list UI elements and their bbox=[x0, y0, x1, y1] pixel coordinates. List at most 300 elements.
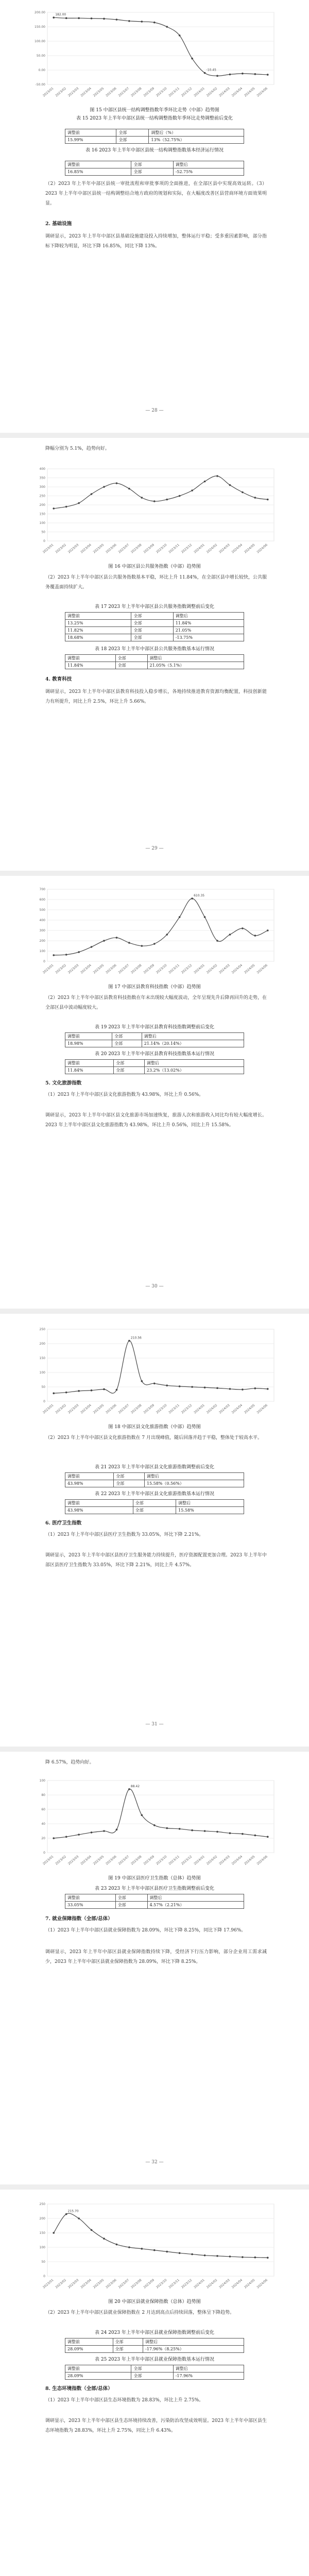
page-break bbox=[0, 2184, 309, 2190]
page-number: — 28 — bbox=[145, 408, 164, 413]
body-paragraph: （2）2023 年上半年中部区县统一审批流程和审批事项的全面推进，在全部区县中实现高效运转。（3）2023 年上半年中部区县统一结构调整结合地方政府的规划和实际，在大幅度改善区县营商环境方面效果明显。 bbox=[45, 181, 267, 206]
y-tick-label: 100 bbox=[39, 950, 45, 953]
data-point bbox=[153, 1824, 156, 1826]
x-tick-label: 2023/01 bbox=[42, 87, 55, 98]
x-tick-label: 2023/04 bbox=[80, 543, 92, 554]
table-cell: 全部 bbox=[131, 2365, 173, 2372]
data-point bbox=[128, 2246, 130, 2248]
table-row bbox=[65, 2346, 244, 2353]
x-tick-label: 2023/11 bbox=[168, 87, 180, 98]
data-point bbox=[254, 73, 256, 75]
x-tick-label: 2023/09 bbox=[143, 1855, 156, 1866]
x-tick-label: 2023/09 bbox=[143, 543, 156, 554]
x-tick-label: 2023/02 bbox=[55, 87, 67, 98]
x-tick-label: 2024/04 bbox=[231, 1855, 244, 1866]
trend-chart-4 bbox=[30, 1324, 279, 1419]
data-point bbox=[216, 940, 218, 942]
y-tick-label: 150.00 bbox=[35, 25, 45, 29]
data-point bbox=[229, 484, 231, 486]
x-tick-label: 2023/08 bbox=[130, 87, 143, 98]
x-tick-label: 2024/05 bbox=[244, 1403, 256, 1415]
data-point bbox=[53, 954, 55, 956]
table-cell: 全部 bbox=[131, 168, 173, 176]
x-tick-label: 2023/08 bbox=[130, 543, 143, 554]
table-caption: 表 17 2023 年上半年中部区县公共服务指数调整前后变化 bbox=[95, 604, 214, 609]
table-cell: 调整前 bbox=[65, 613, 131, 620]
table-cell: 全部 bbox=[114, 1473, 145, 1480]
section-heading: 6. 医疗卫生指数 bbox=[45, 1520, 82, 1526]
x-tick-label: 2023/02 bbox=[55, 1855, 67, 1866]
data-point bbox=[254, 497, 256, 499]
x-tick-label: 2023/05 bbox=[92, 543, 105, 554]
data-point bbox=[128, 20, 130, 22]
x-tick-label: 2023/07 bbox=[117, 1855, 130, 1866]
table-cell: 15.99% bbox=[65, 137, 116, 144]
data-point bbox=[78, 1390, 80, 1392]
data-point bbox=[141, 1814, 143, 1816]
x-tick-label: 2023/05 bbox=[92, 1855, 105, 1866]
table-cell: 13%（52.75%） bbox=[149, 137, 244, 144]
x-tick-label: 2023/12 bbox=[180, 1855, 193, 1866]
data-label: 182.00 bbox=[55, 13, 66, 17]
table-cell: 调整后 bbox=[144, 1473, 244, 1480]
table-caption: 表 22 2023 年上半年中部区县文化旅游指数基本运行情况 bbox=[95, 1492, 214, 1497]
table-cell: 全部 bbox=[116, 137, 149, 144]
body-paragraph: （2）2023 年上半年中部区县文化旅游指数在 7 月出现峰值，随后回落并趋于平稳，整体处于较高水平。 bbox=[45, 1435, 262, 1440]
data-point bbox=[267, 929, 269, 931]
x-tick-label: 2024/01 bbox=[193, 543, 205, 554]
y-tick-label: 300 bbox=[39, 929, 45, 933]
x-tick-label: 2023/12 bbox=[180, 543, 193, 554]
x-tick-label: 2024/03 bbox=[218, 1403, 231, 1415]
x-tick-label: 2023/03 bbox=[67, 2278, 80, 2290]
x-tick-label: 2024/05 bbox=[244, 963, 256, 975]
x-tick-label: 2024/01 bbox=[193, 1855, 205, 1866]
data-point bbox=[229, 2256, 231, 2258]
x-tick-label: 2023/12 bbox=[180, 1403, 193, 1415]
trend-chart-2 bbox=[30, 464, 279, 558]
x-tick-label: 2023/01 bbox=[42, 1855, 55, 1866]
y-tick-label: 150 bbox=[39, 2231, 45, 2235]
data-point bbox=[103, 18, 105, 20]
data-point bbox=[166, 934, 168, 936]
table-caption: 表 19 2023 年上半年中部区县教育科技指数调整前后变化 bbox=[95, 1025, 214, 1030]
page-number: — 31 — bbox=[145, 1722, 164, 1727]
table-caption: 表 20 2023 年上半年中部区县教育科技指数基本运行情况 bbox=[95, 1052, 214, 1057]
data-point bbox=[103, 940, 105, 942]
x-tick-label: 2024/01 bbox=[193, 1403, 205, 1415]
y-tick-label: 400 bbox=[39, 919, 45, 922]
data-point bbox=[191, 2253, 193, 2256]
table-row bbox=[65, 662, 244, 669]
data-point bbox=[179, 495, 181, 497]
table-cell: 15.58%（0.56%） bbox=[144, 1480, 244, 1487]
data-point bbox=[179, 35, 181, 37]
table-cell: 11.82% bbox=[65, 627, 131, 634]
table-cell: 调整前 bbox=[65, 1473, 114, 1480]
data-table bbox=[65, 612, 244, 641]
page-number: — 32 — bbox=[145, 2160, 164, 2165]
x-tick-label: 2023/11 bbox=[168, 2278, 180, 2290]
data-point bbox=[53, 2232, 55, 2234]
table-cell: 11.84% bbox=[173, 620, 244, 627]
x-tick-label: 2024/01 bbox=[193, 963, 205, 975]
body-paragraph: （1）2023 年上半年中部区县医疗卫生指数为 33.05%，环比下降 2.21%。 bbox=[45, 1532, 204, 1537]
x-tick-label: 2023/12 bbox=[180, 963, 193, 975]
page-break bbox=[0, 1747, 309, 1752]
y-tick-label: 100.00 bbox=[35, 40, 45, 43]
table-row bbox=[65, 1040, 244, 1047]
table-cell: 调整前 bbox=[65, 1894, 116, 1902]
data-point bbox=[166, 2251, 168, 2253]
table-cell: 全部 bbox=[115, 1894, 147, 1902]
table-cell: 调整前 bbox=[65, 1500, 133, 1507]
section-heading: 5. 文化旅游指数 bbox=[45, 1080, 82, 1086]
table-cell: 调整后 bbox=[143, 2338, 244, 2346]
data-point bbox=[204, 1386, 206, 1388]
x-tick-label: 2023/09 bbox=[143, 963, 156, 975]
x-tick-label: 2024/05 bbox=[244, 543, 256, 554]
plot-area bbox=[47, 889, 274, 961]
table-cell: 调整前 bbox=[65, 2338, 113, 2346]
table-caption: 表 23 2023 年上半年中部区县医疗卫生指数调整前后变化 bbox=[95, 1886, 214, 1891]
y-tick-label: 300 bbox=[39, 485, 45, 489]
table-cell: 18.98% bbox=[65, 1040, 112, 1047]
data-point bbox=[65, 1836, 67, 1838]
data-point bbox=[191, 489, 193, 492]
table-cell: -13.75% bbox=[173, 634, 244, 641]
table-cell: 调整后 bbox=[176, 1500, 244, 1507]
x-tick-label: 2023/04 bbox=[80, 963, 92, 975]
page-break bbox=[0, 1309, 309, 1314]
x-tick-label: 2023/10 bbox=[155, 2278, 168, 2290]
table-cell: 全部 bbox=[114, 1060, 145, 1067]
data-point bbox=[254, 2257, 256, 2259]
data-point bbox=[91, 1389, 93, 1392]
y-tick-label: 200 bbox=[39, 2217, 45, 2221]
table-row bbox=[65, 137, 244, 144]
data-point bbox=[91, 18, 93, 20]
data-point bbox=[103, 486, 105, 488]
table-cell: 全部 bbox=[131, 2372, 173, 2380]
x-tick-label: 2024/03 bbox=[218, 2278, 231, 2290]
x-tick-label: 2024/04 bbox=[231, 1403, 244, 1415]
table-cell: 43.98% bbox=[65, 1507, 133, 1514]
data-point bbox=[242, 492, 244, 494]
data-point bbox=[242, 1388, 244, 1391]
data-table bbox=[65, 1472, 244, 1487]
data-point bbox=[191, 1386, 193, 1388]
x-tick-label: 2023/08 bbox=[130, 1403, 143, 1415]
figure-caption: 图 18 中部区县文化旅游指数（中部）趋势图 bbox=[108, 1425, 201, 1430]
page-number: — 29 — bbox=[145, 846, 164, 851]
y-tick-label: 500 bbox=[39, 908, 45, 912]
x-tick-label: 2023/01 bbox=[42, 2278, 55, 2290]
y-tick-label: 700 bbox=[39, 888, 45, 891]
x-tick-label: 2023/07 bbox=[117, 87, 130, 98]
data-label: -10.45 bbox=[206, 68, 216, 72]
table-row bbox=[65, 655, 244, 662]
x-tick-label: 2023/07 bbox=[117, 543, 130, 554]
data-table bbox=[65, 1032, 244, 1047]
data-point bbox=[141, 1380, 143, 1382]
x-tick-label: 2024/01 bbox=[193, 2278, 205, 2290]
y-tick-label: 50 bbox=[41, 530, 45, 534]
x-tick-label: 2024/06 bbox=[256, 1855, 269, 1866]
data-table bbox=[65, 129, 244, 144]
table-caption: 表 16 2023 年上半年中部区县统一结构调整指数基本经济运行情况 bbox=[85, 148, 224, 153]
section-heading: 4. 教育科技 bbox=[45, 676, 72, 682]
data-point bbox=[153, 22, 156, 24]
table-row bbox=[65, 1894, 244, 1902]
table-cell: 全部 bbox=[131, 613, 173, 620]
x-tick-label: 2023/05 bbox=[92, 963, 105, 975]
table-cell: 全部 bbox=[114, 1067, 145, 1074]
x-tick-label: 2023/07 bbox=[117, 963, 130, 975]
table-cell: -17.96%（8.25%） bbox=[143, 2346, 244, 2353]
body-paragraph: （2）2023 年上半年中部区县公共服务指数基本平稳，环比上升 11.84%，在全部区县中增长较快，公共服务覆盖面持续扩大。 bbox=[45, 575, 267, 590]
data-point bbox=[267, 1836, 269, 1838]
x-tick-label: 2024/02 bbox=[205, 963, 218, 975]
data-table bbox=[65, 2338, 244, 2353]
data-point bbox=[254, 935, 256, 937]
x-tick-label: 2023/05 bbox=[92, 2278, 105, 2290]
y-tick-label: 200.00 bbox=[35, 11, 45, 14]
x-tick-label: 2023/06 bbox=[105, 963, 117, 975]
data-point bbox=[216, 1387, 218, 1389]
body-paragraph: 调研显示，2023 年上半年中部区县生态环境持续改善，污染防治攻坚成效明显。2023 年上半年中部区县生态环境指数为 28.83%，环比上升 2.75%，同比上升 6.43%。 bbox=[45, 2418, 267, 2433]
data-point bbox=[166, 26, 168, 28]
table-row bbox=[65, 627, 244, 634]
data-point bbox=[229, 1388, 231, 1390]
data-point bbox=[204, 1830, 206, 1832]
x-tick-label: 2024/04 bbox=[231, 87, 244, 98]
y-tick-label: 350 bbox=[39, 476, 45, 480]
table-row bbox=[65, 634, 244, 641]
figure-caption: 图 16 中部区县公共服务指数（中部）趋势图 bbox=[108, 564, 201, 569]
y-tick-label: 200 bbox=[39, 1342, 45, 1346]
data-point bbox=[204, 481, 206, 483]
table-cell: 11.84% bbox=[65, 1067, 114, 1074]
table-cell: 调整后 bbox=[147, 1894, 244, 1902]
x-tick-label: 2023/08 bbox=[130, 963, 143, 975]
table-row bbox=[65, 1067, 244, 1074]
data-point bbox=[65, 1392, 67, 1394]
table-cell: 调整后 bbox=[173, 2365, 244, 2372]
table-cell: 11.84% bbox=[65, 662, 116, 669]
body-paragraph: 调研显示，2023 年上半年中部区县教育科技投入稳步增长，各地持续推进教育资源均衡配置，科技创新能力有所提升，同比上升 2.5%，环比上升 5.66%。 bbox=[45, 689, 267, 704]
data-point bbox=[191, 58, 193, 60]
data-point bbox=[166, 499, 168, 501]
x-tick-label: 2023/06 bbox=[105, 543, 117, 554]
table-cell: 调整后 bbox=[142, 1033, 244, 1040]
x-tick-label: 2023/12 bbox=[180, 2278, 193, 2290]
body-paragraph: （1）2023 年上半年中部区县生态环境指数为 28.83%，环比上升 2.75%。 bbox=[45, 2398, 204, 2403]
x-tick-label: 2023/10 bbox=[155, 1403, 168, 1415]
y-tick-label: 50 bbox=[41, 2260, 45, 2264]
data-point bbox=[78, 951, 80, 953]
data-point bbox=[65, 954, 67, 956]
x-tick-label: 2023/11 bbox=[168, 963, 180, 975]
data-point bbox=[267, 2257, 269, 2259]
x-tick-label: 2024/01 bbox=[193, 87, 205, 98]
table-cell: 全部 bbox=[133, 1507, 176, 1514]
x-tick-label: 2023/02 bbox=[55, 963, 67, 975]
x-tick-label: 2023/04 bbox=[80, 2278, 92, 2290]
table-cell: 全部 bbox=[115, 662, 147, 669]
x-tick-label: 2024/02 bbox=[205, 2278, 218, 2290]
plot-area bbox=[47, 1781, 274, 1853]
table-row bbox=[65, 620, 244, 627]
data-point bbox=[116, 482, 118, 484]
x-tick-label: 2023/03 bbox=[67, 543, 80, 554]
table-cell: 21.14%（20.14%） bbox=[142, 1040, 244, 1047]
data-table bbox=[65, 161, 244, 176]
y-tick-label: 0 bbox=[43, 539, 45, 543]
table-row bbox=[65, 2365, 244, 2372]
data-point bbox=[242, 927, 244, 929]
data-table bbox=[65, 654, 244, 669]
table-cell: 全部 bbox=[116, 129, 149, 137]
data-point bbox=[179, 1828, 181, 1830]
data-point bbox=[242, 2256, 244, 2258]
data-point bbox=[116, 19, 118, 21]
data-point bbox=[216, 75, 218, 77]
page-number: — 30 — bbox=[145, 1284, 164, 1289]
y-tick-label: 100 bbox=[39, 2246, 45, 2249]
table-row bbox=[65, 1500, 244, 1507]
data-point bbox=[91, 493, 93, 495]
x-tick-label: 2023/05 bbox=[92, 1403, 105, 1415]
x-tick-label: 2023/05 bbox=[92, 87, 105, 98]
table-caption: 表 21 2023 年上半年中部区县文化旅游指数调整前后变化 bbox=[95, 1465, 214, 1470]
page-break bbox=[0, 871, 309, 876]
x-tick-label: 2023/06 bbox=[105, 1855, 117, 1866]
table-cell: 全部 bbox=[114, 1480, 145, 1487]
data-point bbox=[153, 943, 156, 945]
data-point bbox=[153, 2249, 156, 2251]
data-table bbox=[65, 1894, 244, 1909]
y-tick-label: 50.00 bbox=[36, 54, 45, 58]
x-tick-label: 2024/04 bbox=[231, 2278, 244, 2290]
x-tick-label: 2023/04 bbox=[80, 1855, 92, 1866]
data-label: 210.56 bbox=[130, 1336, 142, 1340]
data-point bbox=[128, 1340, 130, 1342]
table-cell: 28.09% bbox=[65, 2372, 131, 2380]
table-row bbox=[65, 129, 244, 137]
table-row bbox=[65, 2338, 244, 2346]
y-tick-label: 250 bbox=[39, 494, 45, 498]
table-row bbox=[65, 1902, 244, 1909]
x-tick-label: 2023/01 bbox=[42, 543, 55, 554]
y-tick-label: 50 bbox=[41, 1385, 45, 1389]
body-paragraph: 调研显示，2023 年上半年中部区县基础设施建设投入持续增加，整体运行平稳；受多重因素影响，部分指标下降较为明显，环比下降 16.85%，同比下降 13%。 bbox=[45, 234, 267, 249]
body-paragraph: 调研显示，2023 年上半年中部区县医疗卫生服务能力持续提升，医疗资源配置更加合理。2023 年上半年中部区县医疗卫生指数为 33.05%，环比下降 2.21%，同比上升 4.57%。 bbox=[45, 1553, 267, 1568]
plot-area bbox=[47, 2204, 274, 2276]
data-table bbox=[65, 1499, 244, 1514]
table-cell: 调整后 bbox=[147, 655, 244, 662]
table-cell: 调整前 bbox=[65, 161, 131, 168]
x-tick-label: 2023/01 bbox=[42, 1403, 55, 1415]
y-tick-label: 0 bbox=[43, 960, 45, 963]
data-point bbox=[91, 946, 93, 948]
table-row bbox=[65, 1480, 244, 1487]
x-tick-label: 2024/06 bbox=[256, 1403, 269, 1415]
x-tick-label: 2024/03 bbox=[218, 963, 231, 975]
table-cell: 全部 bbox=[112, 1033, 142, 1040]
x-tick-label: 2024/05 bbox=[244, 1855, 256, 1866]
body-paragraph: （1）2023 年上半年中部区县文化旅游指数为 43.98%，环比上升 0.56%。 bbox=[45, 1092, 204, 1097]
data-point bbox=[53, 1393, 55, 1395]
data-point bbox=[191, 897, 193, 900]
table-row bbox=[65, 2372, 244, 2380]
data-point bbox=[254, 1387, 256, 1389]
x-tick-label: 2023/09 bbox=[143, 87, 156, 98]
y-tick-label: 80 bbox=[41, 1793, 45, 1797]
data-point bbox=[128, 942, 130, 944]
data-point bbox=[116, 937, 118, 939]
table-cell: 28.09% bbox=[65, 2346, 113, 2353]
x-tick-label: 2024/05 bbox=[244, 87, 256, 98]
y-tick-label: 250 bbox=[39, 2202, 45, 2206]
table-cell: 43.98% bbox=[65, 1480, 114, 1487]
x-tick-label: 2023/09 bbox=[143, 1403, 156, 1415]
table-cell: 13.25% bbox=[65, 620, 131, 627]
data-point bbox=[204, 916, 206, 918]
body-paragraph: 调研显示，2023 年上半年中部区县文化旅游市场加速恢复，旅游人次和旅游收入同比均有较大幅度增长。2023 年上半年中部区县文化旅游指数为 43.98%，环比上升 0.56%，同比上升 15.58%。 bbox=[45, 1113, 267, 1128]
data-point bbox=[267, 1388, 269, 1390]
data-table bbox=[65, 2365, 244, 2380]
trend-chart-3 bbox=[30, 884, 279, 979]
data-label: 215.70 bbox=[67, 2209, 79, 2213]
x-tick-label: 2023/08 bbox=[130, 1855, 143, 1866]
table-cell: 21.05%（5.1%） bbox=[147, 662, 244, 669]
x-tick-label: 2024/06 bbox=[256, 963, 269, 975]
y-tick-label: 100 bbox=[39, 521, 45, 525]
table-caption: 表 15 2023 年上半年中部区县统一结构调整指数年季环比走势调整前后变化 bbox=[76, 116, 233, 121]
data-point bbox=[116, 2244, 118, 2246]
data-table bbox=[65, 1059, 244, 1074]
data-point bbox=[204, 72, 206, 74]
table-row bbox=[65, 168, 244, 176]
table-cell: 4.57%（2.21%） bbox=[147, 1902, 244, 1909]
data-point bbox=[242, 1833, 244, 1835]
trend-chart-6 bbox=[30, 2199, 279, 2294]
y-tick-label: 20 bbox=[41, 1837, 45, 1840]
table-cell: 18.68% bbox=[65, 634, 131, 641]
x-tick-label: 2023/10 bbox=[155, 543, 168, 554]
y-tick-label: 400 bbox=[39, 467, 45, 471]
x-tick-label: 2023/10 bbox=[155, 87, 168, 98]
data-point bbox=[254, 1835, 256, 1837]
data-point bbox=[153, 500, 156, 502]
trend-chart-1 bbox=[30, 7, 279, 102]
section-heading: 7. 就业保障指数（全部/总体） bbox=[45, 1916, 113, 1922]
table-row bbox=[65, 613, 244, 620]
figure-caption: 图 15 中部区县统一结构调整指数年季环比走势（中部）趋势图 bbox=[90, 108, 219, 113]
x-tick-label: 2023/02 bbox=[55, 543, 67, 554]
table-cell: 调整前 bbox=[65, 129, 116, 137]
body-paragraph: 降幅分别为 5.1%，趋势向好。 bbox=[45, 446, 110, 451]
data-point bbox=[267, 499, 269, 501]
data-point bbox=[141, 21, 143, 23]
data-point bbox=[116, 1389, 118, 1391]
table-cell: 33.05% bbox=[65, 1902, 116, 1909]
data-point bbox=[91, 1832, 93, 1834]
y-tick-label: 0 bbox=[43, 1851, 45, 1855]
table-cell: 调整后（%） bbox=[149, 129, 244, 137]
data-point bbox=[128, 488, 130, 490]
